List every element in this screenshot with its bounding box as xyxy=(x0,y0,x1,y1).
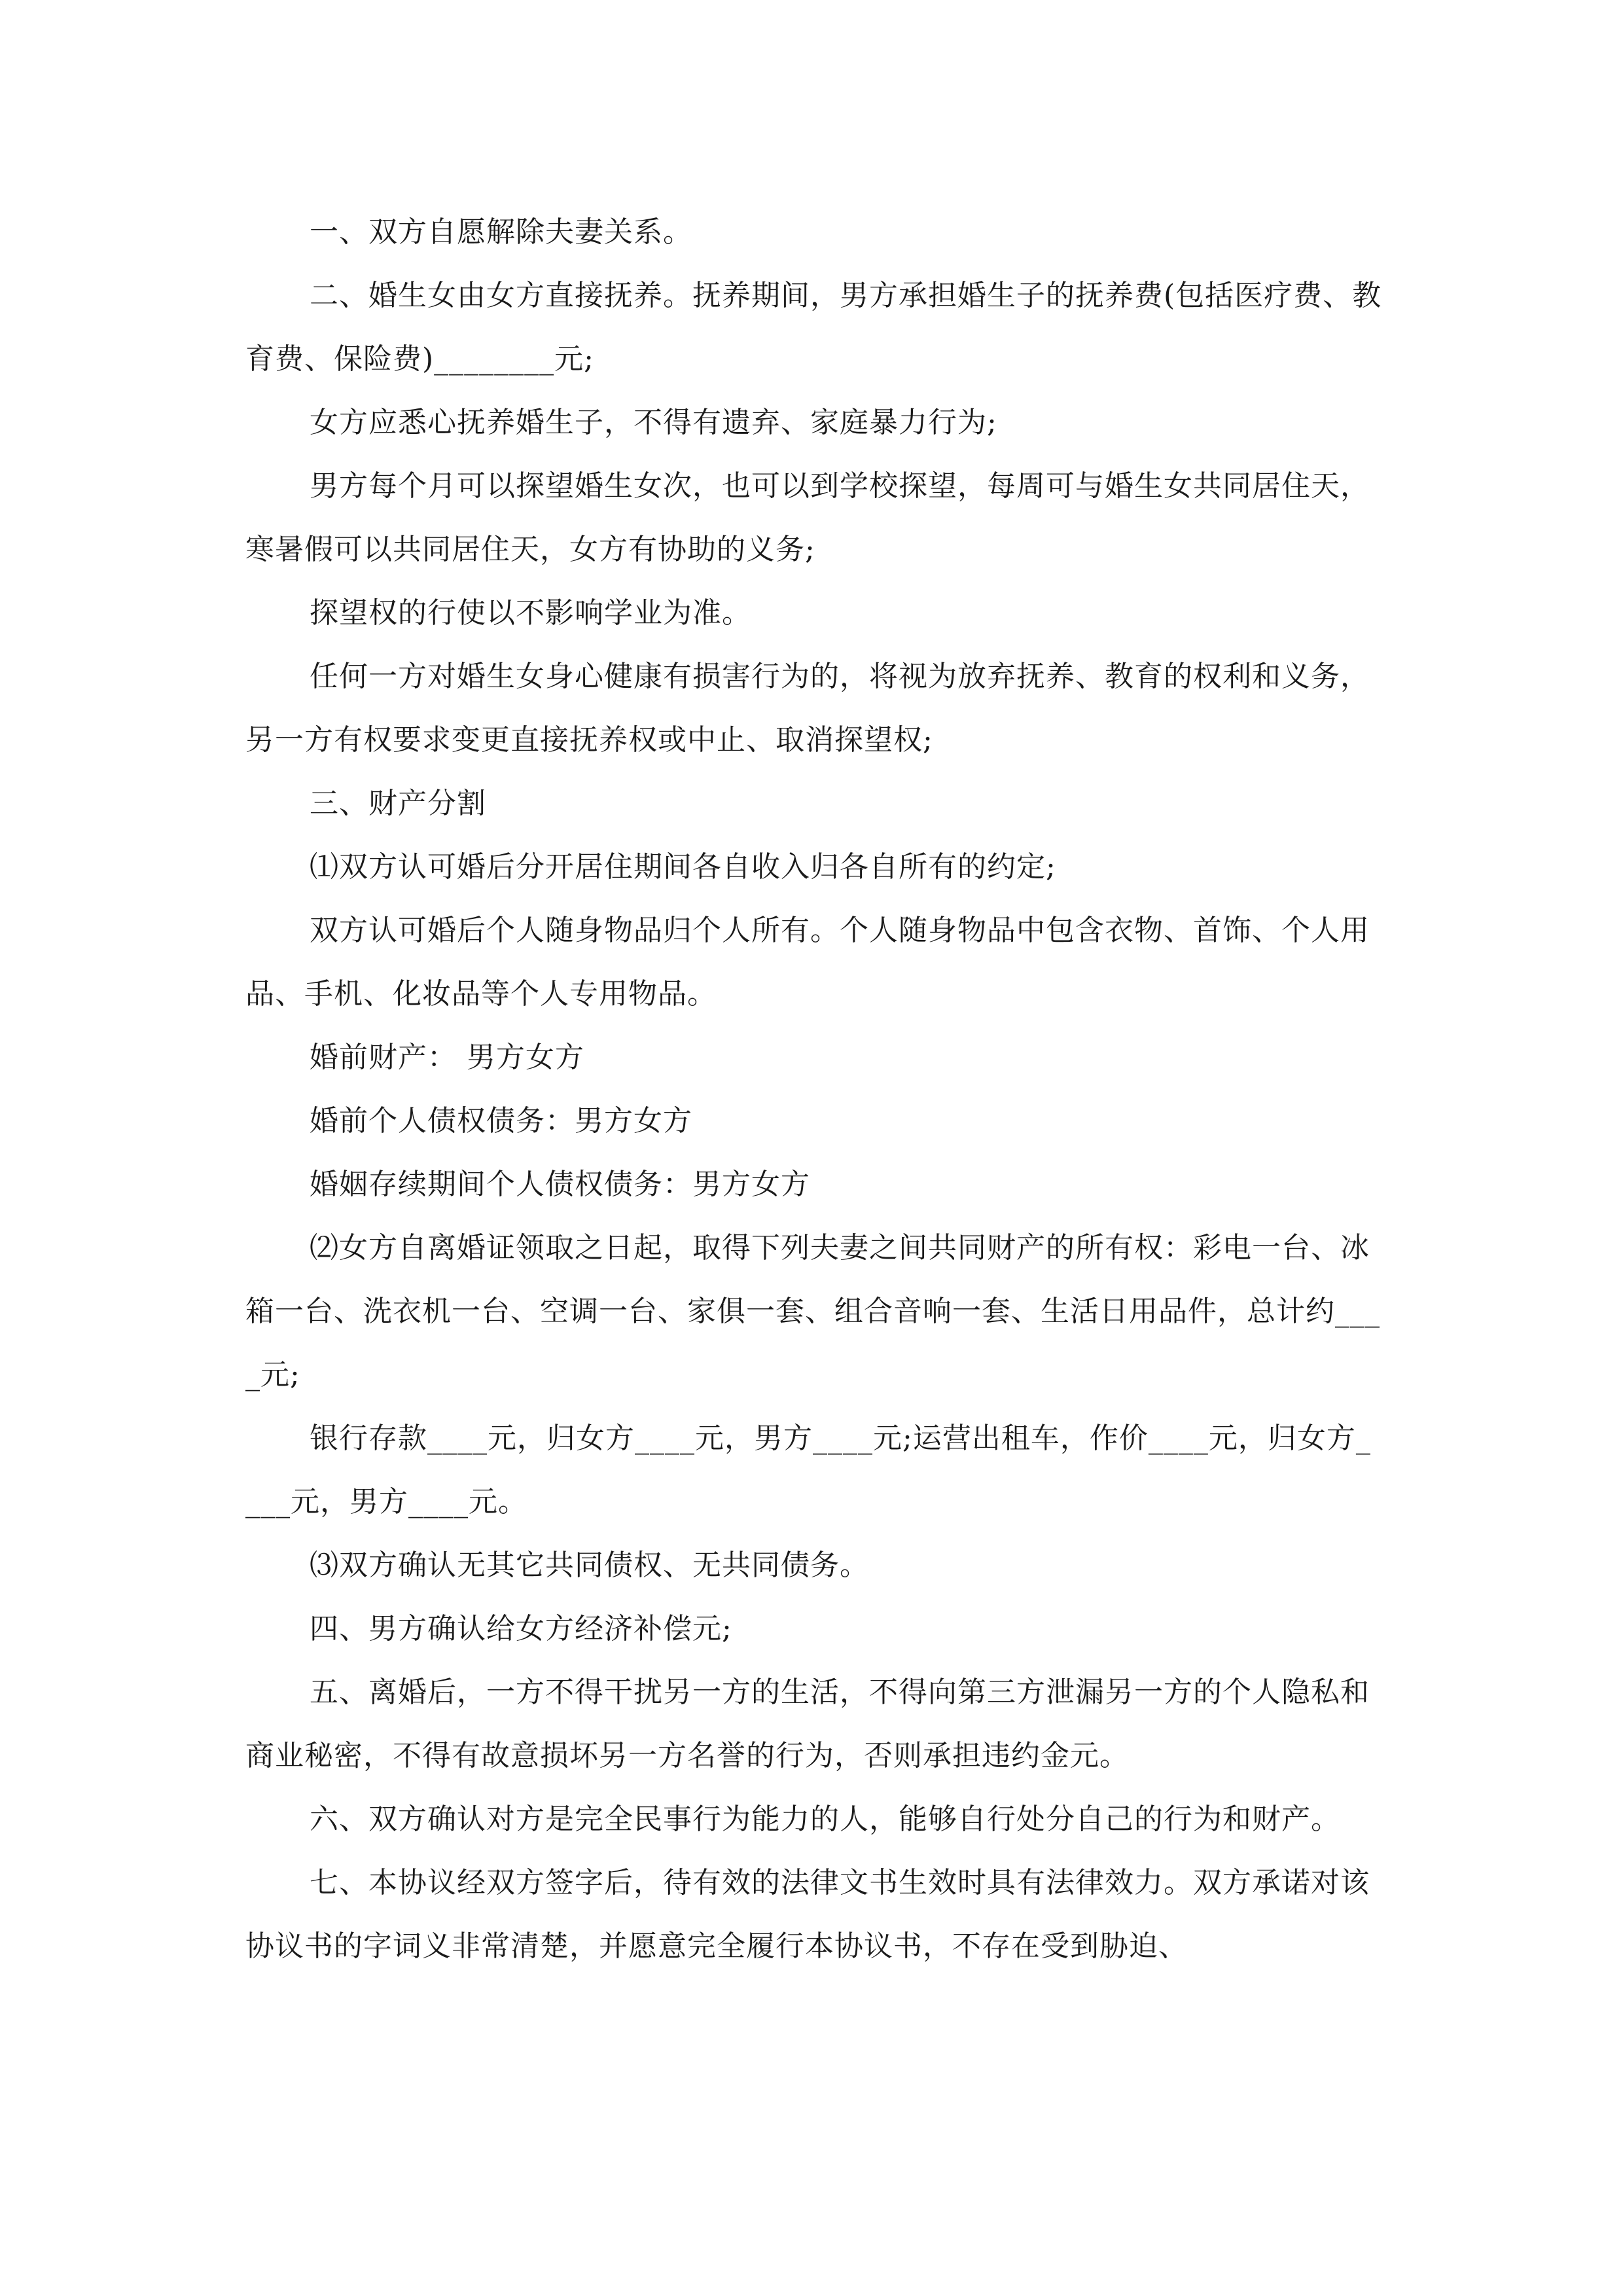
premarital-property-line: 婚前财产： 男方女方 xyxy=(310,1041,584,1074)
harm-penalty-paragraph: 任何一方对婚生女身心健康有损害行为的，将视为放弃抚养、教育的权利和义务，另一方有权要求变更直接抚养权或中止、取消探望权; xyxy=(245,660,1370,757)
property-item-1: ⑴双方认可婚后分开居住期间各自收入归各自所有的约定; xyxy=(310,850,1056,884)
premarital-debts-line: 婚前个人债权债务：男方女方 xyxy=(310,1104,692,1138)
property-item-2: ⑵女方自离婚证领取之日起，取得下列夫妻之间共同财产的所有权：彩电一台、冰箱一台、洗衣机一台、空调一台、家俱一套、组合音响一套、生活日用品件，总计约____元; xyxy=(245,1231,1380,1391)
agreement-body xyxy=(245,200,1384,1978)
property-item-3: ⑶双方确认无其它共同债权、无共同债务。 xyxy=(310,1549,869,1582)
bank-deposit-paragraph: 银行存款____元，归女方____元，男方____元;运营出租车，作价____元，归女方____元，男方____元。 xyxy=(245,1422,1371,1518)
clause-3-property-division: 三、财产分割 xyxy=(310,787,486,820)
personal-belongings-paragraph: 双方认可婚后个人随身物品归个人所有。个人随身物品中包含衣物、首饰、个人用品、手机、化妆品等个人专用物品。 xyxy=(245,914,1370,1011)
clause-7-effectiveness: 七、本协议经双方签字后，待有效的法律文书生效时具有法律效力。双方承诺对该协议书的字词义非常清楚，并愿意完全履行本协议书，不存在受到胁迫、 xyxy=(245,1866,1370,1963)
clause-2-child-custody: 二、婚生女由女方直接抚养。抚养期间，男方承担婚生子的抚养费(包括医疗费、教育费、保险费)________元; xyxy=(245,279,1382,376)
visitation-schedule-paragraph: 男方每个月可以探望婚生女次，也可以到学校探望，每周可与婚生女共同居住天，寒暑假可以共同居住天，女方有协助的义务; xyxy=(245,469,1370,566)
clause-5-privacy: 五、离婚后，一方不得干扰另一方的生活，不得向第三方泄漏另一方的个人隐私和商业秘密，不得有故意损坏另一方名誉的行为，否则承担违约金元。 xyxy=(245,1676,1370,1772)
clause-1-dissolve-marriage: 一、双方自愿解除夫妻关系。 xyxy=(310,215,692,249)
visitation-rule-paragraph: 探望权的行使以不影响学业为准。 xyxy=(310,596,751,630)
clause-4-compensation: 四、男方确认给女方经济补偿元; xyxy=(310,1612,732,1645)
custody-duty-paragraph: 女方应悉心抚养婚生子，不得有遗弃、家庭暴力行为; xyxy=(310,406,997,439)
marital-debts-line: 婚姻存续期间个人债权债务：男方女方 xyxy=(310,1168,810,1201)
clause-6-capacity: 六、双方确认对方是完全民事行为能力的人，能够自行处分自己的行为和财产。 xyxy=(310,1803,1340,1836)
